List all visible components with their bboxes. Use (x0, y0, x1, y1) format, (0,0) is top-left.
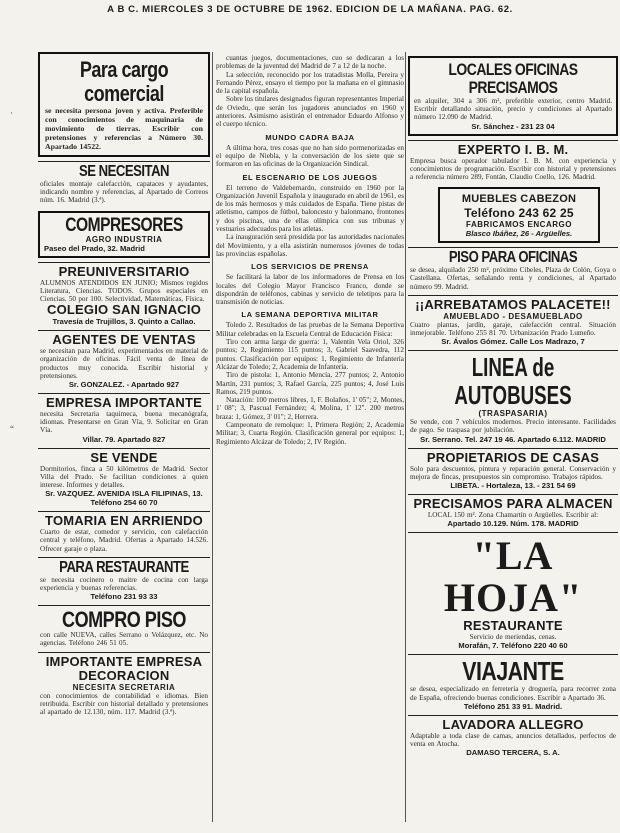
ad-almacen (408, 494, 618, 532)
ad-subtitle: NECESITA SECRETARIA (72, 682, 176, 692)
ad-footer: Paseo del Prado, 32. Madrid (44, 243, 145, 253)
section-title: EL ESCENARIO DE LOS JUEGOS (242, 172, 378, 182)
ad-para-restaurante (38, 557, 210, 605)
news-paragraph: Tiro con arma larga de guerra: 1, Valentín Vela Oriol, 326 puntos; 2, Regimiento 115 puntos; 3, Gabriel Saavedra, 112 puntos. Clasificación por equipos: 1, Regimiento de Infantería Alcázar de Toledo; 2, Academia de Infantería. (216, 338, 404, 371)
ad-headline: Para cargo comercial (79, 57, 169, 106)
news-paragraph: Se facilitará la labor de los informadores de Prensa en los locales del Colegio Mayor Francisco Franco, donde se dispondrán de teléfonos, cabinas y servicio de teletipos para la transmisión de noticias. (216, 273, 404, 307)
ad-headline: ¡¡ARREBATAMOS PALACETE!! (415, 296, 611, 312)
ad-headline: PISO PARA OFICINAS (448, 249, 578, 267)
ad-headline: "LA HOJA" (443, 533, 583, 621)
ad-palacete (408, 295, 618, 350)
ad-body: con calle NUEVA, calles Serrano o Velázquez, etc. No agencias. Teléfono 246 51 05. (40, 631, 208, 648)
ad-muebles-cabezon (438, 187, 600, 243)
ad-footer: DAMASO TERCERA, S. A. (466, 748, 560, 758)
ad-lavadora-allegro (408, 715, 618, 761)
ad-body: Dormitorios, finca a 50 kilómetros de Madrid. Sector Villa del Prado. Se facilitan condiciones a quien interese. Informes y detalles. (40, 464, 208, 490)
ad-subtitle: RESTAURANTE (463, 618, 563, 634)
news-paragraph: Natación: 100 metros libres, 1, F. Bolaños, 1' 05"; 2, Montes, 1' 08"; 3, Pascual Fernández; 4, Molina, 1' 12". 200 metros braza: 1, Gómez, 3' 01"; 2, Herrera. (216, 396, 404, 421)
news-paragraph: cuantas juegos, documentaciones, cuo se dedicaran a los problemas de la juventud del Madrid de 7 a 12 de la noche. (216, 54, 404, 71)
middle-column (216, 54, 404, 446)
ad-footer: Teléfono 231 93 33 (90, 592, 158, 602)
ad-body: en alquiler, 304 a 306 m², preferible exterior, centro Madrid. Escribir detallando situación, precio y condiciones al Apartado número 12.090 de Madrid. (414, 97, 612, 122)
ad-body: Cuarto de estar, comedor y servicio, con calefacción central y teléfono, Madrid. Ofertas a Apartado 14.526. Ofrecer garaje o plaza. (40, 528, 208, 553)
margin-mark: · (10, 108, 13, 118)
ad-cargo-comercial (38, 52, 210, 157)
ad-compresores (38, 211, 210, 258)
ad-subtitle: AMUEBLADO - DESAMUEBLADO (443, 311, 583, 321)
ad-body: se necesita cocinero o maitre de cocina con larga experiencia y buenas referencias. (40, 575, 208, 593)
ad-headline: AGENTES DE VENTAS (52, 332, 196, 348)
ad-la-hoja (408, 532, 618, 654)
ad-headline: LINEA de AUTOBUSES (454, 352, 572, 411)
ad-locales-oficinas (408, 56, 618, 136)
ad-headline: EXPERTO I. B. M. (457, 141, 569, 157)
ad-headline: LOCALES OFICINAS PRECISAMOS (448, 60, 578, 97)
ad-body: necesita Secretaria taquimeca, buena mecanógrafa, idiomas. Presentarse en Gran Vía, 9. Solicitar en Gran Vía. (40, 410, 208, 435)
ad-decoracion (38, 652, 210, 721)
ad-body: Se vende, con 7 vehículos modernos. Precio interesante. Facilidades de pago. Se traspasa por jubilación. (410, 418, 616, 435)
ad-body: LOCAL 150 m². Zona Chamartín o Argüelles. Escribir al: (427, 511, 599, 520)
ad-linea-autobuses (408, 350, 618, 447)
ad-body: se desea, especializado en ferretería y droguería, para recorrer zona de España, ofreciendo buenas condiciones. Escribir a Apartado 36. (410, 685, 616, 702)
right-column (408, 54, 618, 761)
ad-body: Servicio de meriendas, cenas. (469, 633, 557, 642)
ad-footer: Sr. Serrano. Tel. 247 19 46. Apartado 6.112. MADRID (420, 434, 606, 444)
ad-headline: SE NECESITAN (78, 163, 170, 180)
news-paragraph: Sobre los titulares designados figuran representantes Imperial de Oviedo, que serán los jugadores anunciados en 1960 y anteriores. Asimismo asistirán el entrenador Eduardo Alfonso y el cuerpo técnico. (216, 95, 404, 129)
ad-headline: LAVADORA ALLEGRO (442, 716, 584, 732)
ad-experto-ibm (408, 140, 618, 186)
ad-footer: Sr. Ávalos Gómez. Calle Los Madrazo, 7 (441, 337, 585, 347)
ad-headline: PRECISAMOS PARA ALMACEN (413, 496, 613, 512)
ad-viajante (408, 654, 618, 714)
ad-footer: Villar. 79. Apartado 827 (82, 434, 166, 444)
ad-subtitle: (TRASPASARIA) (478, 409, 548, 419)
section-title: LA SEMANA DEPORTIVA MILITAR (241, 310, 379, 320)
ad-compro-piso (38, 605, 210, 651)
ad-headline: TOMARIA EN ARRIENDO (45, 513, 203, 529)
ad-subtitle: FABRICAMOS ENCARGO (466, 220, 572, 230)
ad-headline: VIAJANTE (462, 656, 564, 687)
ad-body: se necesita persona joven y activa. Preferible con conocimientos de maquinaria de movimiento de tierras. Escribir con pretensiones y referencias a Número 30. Apartado 14522. (45, 106, 203, 151)
ad-body: se necesitan para Madrid, experimentados en material de organización de oficinas. Fácil venta de línea de productos muy conocida. Escribir historial y pretensiones. (40, 347, 208, 380)
news-paragraph: A última hora, tres cosas que no han sido pormenorizadas en el equipo de Niebla, y la conversación de los siete que se formaron en las oficinas de la Organización Sindical. (216, 143, 404, 169)
ad-body: Empresa busca operador tabulador I. B. M. con experiencia y conocimientos de programación. Escribir con historial y pretensiones a referencia número 289, Fontán, Claudio Coello, 126. Madrid. (410, 156, 616, 182)
ad-body: Solo para descuentos, pintura y reparación general. Conservación y mejora de fincas, presupuestos sin compromiso. Trabajos rápidos. (410, 464, 616, 481)
ad-headline: PARA RESTAURANTE (59, 558, 189, 576)
section-title: MUNDO CADRA BAJA (265, 132, 355, 142)
margin-mark: “ (10, 424, 14, 434)
ad-footer: Apartado 10.129. Núm. 178. MADRID (447, 519, 579, 529)
section-title: LOS SERVICIOS DE PRENSA (251, 262, 369, 272)
ad-body: ALUMNOS ATENDIDOS EN JUNIO; Mismos regidos Literatura, Ciencias. TODOS. Grupos especiales en Ciencias. 50 por 100. Selectividad, Matemáticas, Física. (40, 278, 208, 304)
ad-body: Cuatro plantas, jardín, garaje, calefacción central. Situación inmejorable. Teléfono 255 81 70. Urbanización Prado Lumeño. (410, 320, 616, 338)
ad-footer: LIBETA. - Hortaleza, 13. - 231 54 69 (450, 481, 576, 491)
ad-footer: Blasco Ibáñez, 26 - Argüelles. (465, 229, 573, 239)
ad-tomaria-arriendo (38, 511, 210, 557)
ad-footer: Sr. GONZALEZ. - Apartado 927 (68, 380, 180, 390)
ad-headline: MUEBLES CABEZON (461, 193, 577, 206)
ad-footer: Sr. Sánchez - 231 23 04 (471, 121, 555, 131)
ad-footer: Travesía de Trujillos, 3. Quinto a Callao. (52, 317, 196, 327)
ad-empresa-importante (38, 393, 210, 448)
ad-subtitle: AGRO INDUSTRIA (85, 234, 163, 244)
ad-piso-oficinas (408, 247, 618, 295)
news-paragraph: Toledo 2. Resultados de las pruebas de la Semana Deportiva Militar celebradas en la Escuela Central de Educación Física: (216, 321, 404, 338)
ad-headline: COMPRESORES (65, 214, 183, 236)
news-paragraph: Campeonato de remolque: 1, Primera Región; 2, Academia Militar; 3, Cuarta Región. Clasificación general por equipos: 1, Regimiento Alcázar de Toledo; 2, IV Región. (216, 420, 404, 446)
ad-headline: IMPORTANTE EMPRESA DECORACION (45, 653, 203, 683)
ad-footer: Teléfono 251 33 91. Madrid. (463, 701, 563, 711)
column-rule (405, 52, 406, 822)
news-paragraph: La selección, reconocido por los tratadistas Molla, Pereira y Fernando Pérez, ensayo el tiempo por la mañana en el gimnasio de la capital española. (216, 70, 404, 96)
ad-footer: Sr. VAZQUEZ. AVENIDA ISLA FILIPINAS, 13. Teléfono 254 60 70 (45, 489, 203, 508)
ad-se-vende (38, 448, 210, 512)
ad-headline: PREUNIVERSITARIO (58, 263, 190, 279)
news-paragraph: Tiro de pistola: 1, Antonio Mencía, 277 puntos; 2, Antonio Martín, 231 puntos; 3, Rafael García, 225 puntos; 4, José Luis Ramos, 219 puntos. (216, 371, 404, 396)
ad-headline-secondary: COLEGIO SAN IGNACIO (46, 302, 202, 318)
ad-body: con conocimientos de contabilidad e idiomas. Bien retribuida. Escribir con historial detallado y pretensiones al apartado de 12.130, núm. 117. Madrid (3.ª). (40, 691, 208, 717)
ad-headline: PROPIETARIOS DE CASAS (426, 449, 600, 465)
ad-phone: Teléfono 243 62 25 (464, 206, 574, 221)
column-rule (212, 52, 213, 822)
ad-headline: COMPRO PISO (62, 607, 186, 633)
ad-body: Adaptable a toda clase de camas, anuncios detallados, perfectos de venta en Atocha. (410, 731, 616, 749)
ad-footer: Morafán, 7. Teléfono 220 40 60 (458, 641, 568, 651)
ad-propietarios-casas (408, 448, 618, 494)
ad-body: oficiales montaje calefacción, capataces y ayudantes, indicando nombre y referencias, al Apartado de Correos núm. 16. Madrid (3.ª). (40, 180, 208, 205)
left-column (38, 50, 210, 720)
news-paragraph: El terreno de Valdebernardo, construido en 1960 por la Organización Juvenil Española y inaugurado en abril de 1961, es de los más hermosos y más cuidados de España. Tiene pistas de atletismo, campos de fútbol, baloncesto y balonmano, frontones y dos piscinas, una de ellas olímpica con sus tribunas y vestuarios adecuados para los atletas. (216, 183, 404, 234)
ad-se-necesitan (38, 161, 210, 209)
ad-preuniversitario (38, 262, 210, 331)
ad-body: se desea, alquilado 250 m², próximo Cibeles, Plaza de Colón, Goya o Castellana. Ofertas, señalando renta y condiciones, al Apartado número 99. Madrid. (410, 266, 616, 291)
ad-headline: SE VENDE (90, 449, 158, 465)
news-paragraph: La inauguración será presidida por las autoridades nacionales del Movimiento, y a ella asistirán numerosos jóvenes de todas las provincias españolas. (216, 233, 404, 258)
ad-headline: EMPRESA IMPORTANTE (46, 395, 202, 411)
page-header: A B C. MIERCOLES 3 DE OCTUBRE DE 1962. EDICION DE LA MAÑANA. PAG. 62. (107, 4, 513, 15)
ad-agentes-ventas (38, 330, 210, 393)
